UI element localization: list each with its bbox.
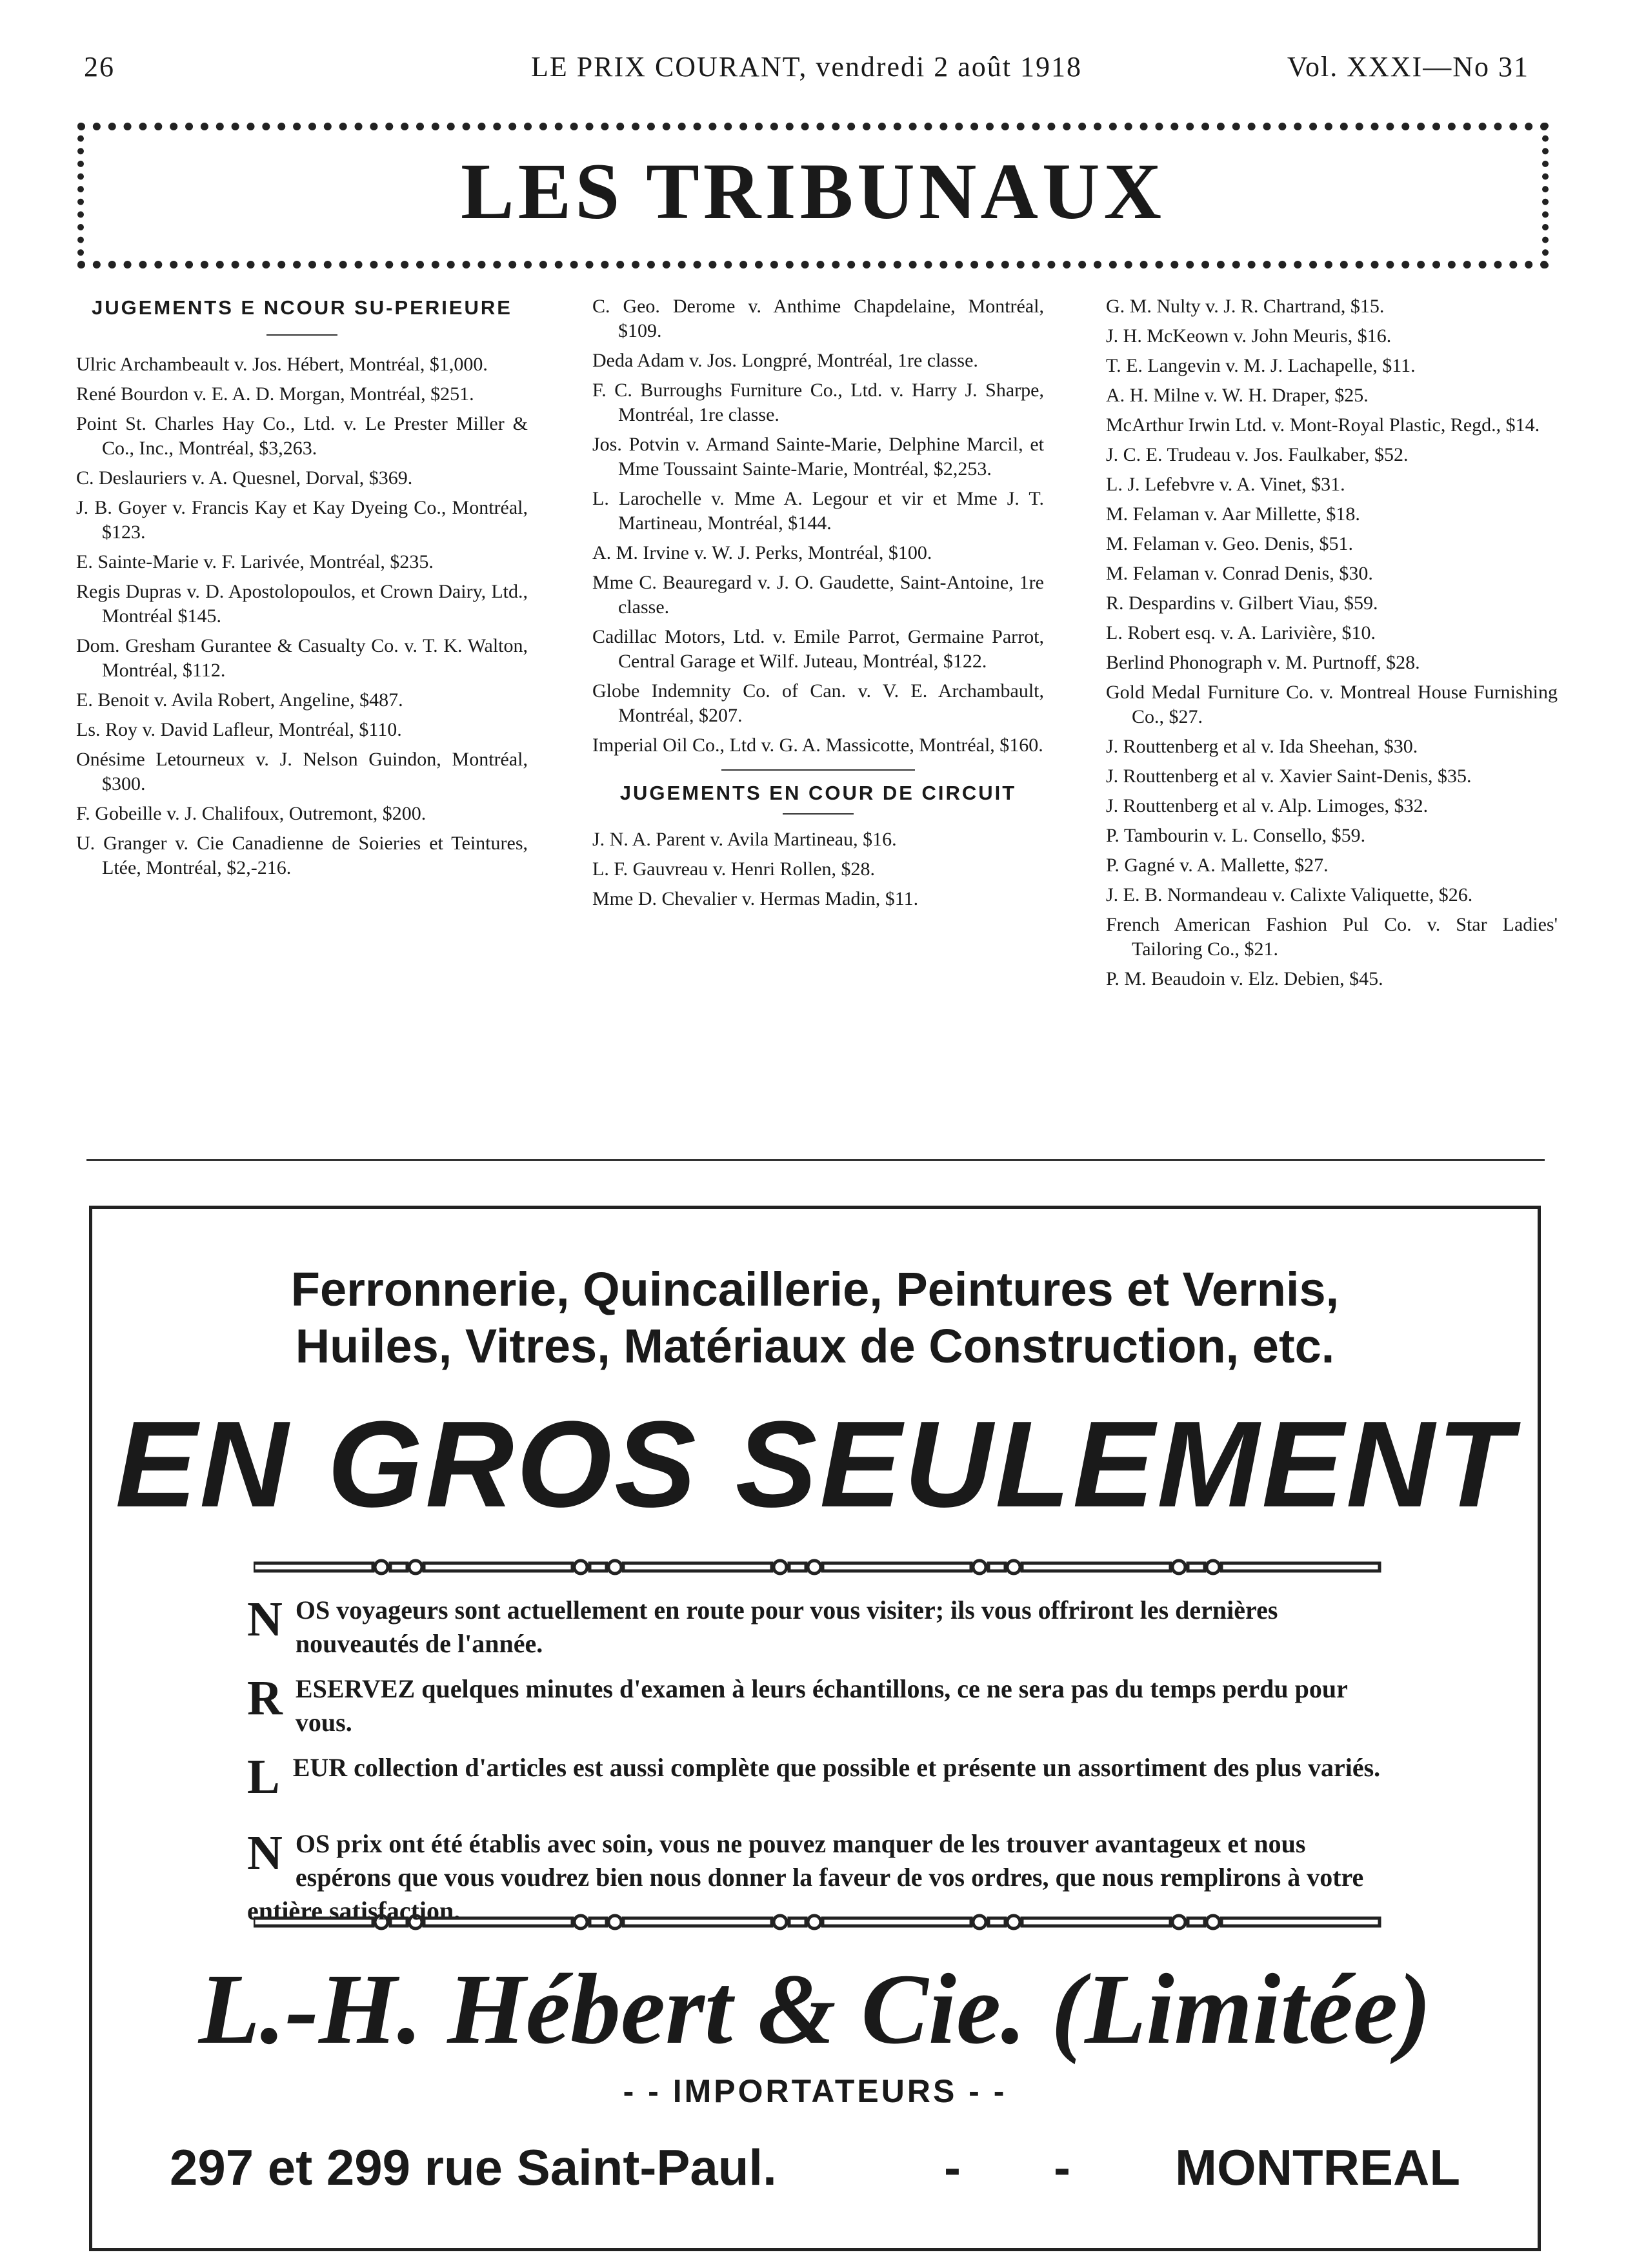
section-title: LES TRIBUNAUX <box>460 147 1166 236</box>
judgment-entry: Point St. Charles Hay Co., Ltd. v. Le Prester Miller & Co., Inc., Montréal, $3,263. <box>76 413 528 459</box>
ad-products-line-2: Huiles, Vitres, Matériaux de Construction, etc. <box>295 1319 1335 1373</box>
judgment-entry: P. Gagné v. A. Mallette, $27. <box>1106 855 1329 876</box>
judgment-entry: T. E. Langevin v. M. J. Lachapelle, $11. <box>1106 355 1416 376</box>
judgment-entry: L. Larochelle v. Mme A. Legour et vir et Mme J. T. Martineau, Montréal, $144. <box>592 488 1044 534</box>
judgment-entry: P. Tambourin v. L. Consello, $59. <box>1106 825 1366 846</box>
volume-number: Vol. XXXI—No 31 <box>1287 51 1529 83</box>
judgment-entry: M. Felaman v. Conrad Denis, $30. <box>1106 563 1373 584</box>
section-rule <box>721 769 915 771</box>
superior-court-heading: JUGEMENTS E NCOUR SU-PERIEURE <box>92 296 512 319</box>
judgment-entry: J. H. McKeown v. John Meuris, $16. <box>1106 325 1392 347</box>
circuit-court-heading: JUGEMENTS EN COUR DE CIRCUIT <box>619 782 1017 804</box>
judgment-entry: L. J. Lefebvre v. A. Vinet, $31. <box>1106 474 1345 495</box>
advertisement <box>89 1206 1541 2251</box>
judgment-entry: Cadillac Motors, Ltd. v. Emile Parrot, Germaine Parrot, Central Garage et Wilf. Juteau, Montréal, $122. <box>592 626 1044 672</box>
judgment-entry: C. Deslauriers v. A. Quesnel, Dorval, $369. <box>76 467 413 489</box>
judgment-entry: Gold Medal Furniture Co. v. Montreal House Furnishing Co., $27. <box>1106 682 1558 727</box>
judgment-entry: J. C. E. Trudeau v. Jos. Faulkaber, $52. <box>1106 444 1409 465</box>
judgment-list <box>76 352 528 880</box>
paragraph-text: OS prix ont été établis avec soin, vous ne pouvez manquer de les trouver avantageux et nous espérons que vous voudrez bien nous donner la faveur de vos ordres, que nous remplirons à votre entière satisfaction. <box>247 1829 1364 1925</box>
judgment-entry: M. Felaman v. Aar Millette, $18. <box>1106 503 1360 525</box>
judgment-entry: Imperial Oil Co., Ltd v. G. A. Massicotte, Montréal, $160. <box>592 734 1043 756</box>
judgment-entry: A. M. Irvine v. W. J. Perks, Montréal, $100. <box>592 542 932 563</box>
ad-headline: EN GROS SEULEMENT <box>115 1396 1515 1533</box>
judgment-entry: J. B. Goyer v. Francis Kay et Kay Dyeing Co., Montréal, $123. <box>76 497 528 543</box>
judgment-entry: F. Gobeille v. J. Chalifoux, Outremont, $200. <box>76 803 427 824</box>
address-dash: - <box>944 2139 961 2196</box>
judgment-list <box>592 294 1044 758</box>
section-title-box <box>77 123 1549 268</box>
judgment-entry: Berlind Phonograph v. M. Purtnoff, $28. <box>1106 652 1420 673</box>
judgment-entry: Globe Indemnity Co. of Can. v. V. E. Archambault, Montréal, $207. <box>592 680 1044 726</box>
ad-paragraph-2 <box>247 1672 1389 1739</box>
column-2 <box>592 294 1044 916</box>
ad-products-line-1: Ferronnerie, Quincaillerie, Peintures et Vernis, <box>290 1262 1340 1316</box>
judgment-entry: J. Routtenberg et al v. Alp. Limoges, $32. <box>1106 795 1429 816</box>
judgment-entry: Ulric Archambeault v. Jos. Hébert, Montréal, $1,000. <box>76 354 488 375</box>
drop-initial: N <box>247 1826 283 1880</box>
judgment-entry: Regis Dupras v. D. Apostolopoulos, et Crown Dairy, Ltd., Montréal $145. <box>76 581 528 627</box>
judgment-entry: Mme C. Beauregard v. J. O. Gaudette, Saint-Antoine, 1re classe. <box>592 572 1044 618</box>
judgment-entry: L. F. Gauvreau v. Henri Rollen, $28. <box>592 858 876 880</box>
judgment-entry: R. Despardins v. Gilbert Viau, $59. <box>1106 592 1378 614</box>
company-address <box>170 2132 1460 2203</box>
judgment-entry: McArthur Irwin Ltd. v. Mont-Royal Plastic, Regd., $14. <box>1106 414 1540 436</box>
court-judgments <box>76 294 1558 1153</box>
judgment-list <box>592 827 1044 911</box>
judgment-entry: Dom. Gresham Gurantee & Casualty Co. v. T. K. Walton, Montréal, $112. <box>76 635 528 681</box>
judgment-entry: A. H. Milne v. W. H. Draper, $25. <box>1106 385 1369 406</box>
heading-rule <box>783 813 854 815</box>
ornamental-rule <box>254 1557 1383 1577</box>
judgment-entry: J. N. A. Parent v. Avila Martineau, $16. <box>592 829 897 850</box>
section-divider <box>86 1159 1545 1161</box>
judgment-entry: P. M. Beaudoin v. Elz. Debien, $45. <box>1106 968 1383 989</box>
paragraph-text: EUR collection d'articles est aussi complète que possible et présente un assortiment des plus variés. <box>292 1753 1381 1782</box>
paragraph-text: ESERVEZ quelques minutes d'examen à leurs échantillons, ce ne sera pas du temps perdu pour vous. <box>295 1674 1348 1737</box>
judgment-list <box>1106 294 1558 991</box>
judgment-entry: G. M. Nulty v. J. R. Chartrand, $15. <box>1106 296 1385 317</box>
judgment-entry: L. Robert esq. v. A. Larivière, $10. <box>1106 622 1376 643</box>
address-street: 297 et 299 rue Saint-Paul. <box>170 2139 777 2196</box>
judgment-entry: Deda Adam v. Jos. Longpré, Montréal, 1re classe. <box>592 350 978 371</box>
address-city: MONTREAL <box>1175 2139 1460 2196</box>
ad-paragraph-3 <box>247 1750 1389 1804</box>
judgment-entry: E. Benoit v. Avila Robert, Angeline, $487. <box>76 689 403 711</box>
column-1 <box>76 294 528 886</box>
judgment-entry: Ls. Roy v. David Lafleur, Montréal, $110. <box>76 719 402 740</box>
drop-initial: L <box>247 1750 280 1804</box>
judgment-entry: J. E. B. Normandeau v. Calixte Valiquette, $26. <box>1106 884 1473 906</box>
journal-title-date: LE PRIX COURANT, vendredi 2 août 1918 <box>530 51 1083 83</box>
address-dash: - <box>1054 2139 1070 2196</box>
judgment-entry: French American Fashion Pul Co. v. Star Ladies' Tailoring Co., $21. <box>1106 914 1558 960</box>
judgment-entry: Mme D. Chevalier v. Hermas Madin, $11. <box>592 888 919 909</box>
judgment-entry: Jos. Potvin v. Armand Sainte-Marie, Delphine Marcil, et Mme Toussaint Sainte-Marie, Montréal, $2,253. <box>592 434 1044 480</box>
ornamental-rule <box>254 1912 1383 1932</box>
importers-line: - - IMPORTATEURS - - <box>623 2073 1007 2109</box>
judgment-entry: C. Geo. Derome v. Anthime Chapdelaine, Montréal, $109. <box>592 296 1044 341</box>
judgment-entry: M. Felaman v. Geo. Denis, $51. <box>1106 533 1353 554</box>
judgment-entry: Onésime Letourneux v. J. Nelson Guindon, Montréal, $300. <box>76 749 528 795</box>
judgment-entry: U. Granger v. Cie Canadienne de Soieries et Teintures, Ltée, Montréal, $2,-216. <box>76 833 528 878</box>
company-name: L.-H. Hébert & Cie. (Limitée) <box>198 1953 1432 2065</box>
judgment-entry: René Bourdon v. E. A. D. Morgan, Montréal, $251. <box>76 383 474 405</box>
judgment-entry: F. C. Burroughs Furniture Co., Ltd. v. Harry J. Sharpe, Montréal, 1re classe. <box>592 380 1044 425</box>
ad-paragraph-1 <box>247 1594 1389 1661</box>
column-3 <box>1106 294 1558 997</box>
heading-rule <box>266 334 337 336</box>
drop-initial: N <box>247 1592 283 1646</box>
judgment-entry: J. Routtenberg et al v. Xavier Saint-Denis, $35. <box>1106 765 1472 787</box>
page-number: 26 <box>84 51 115 83</box>
paragraph-text: OS voyageurs sont actuellement en route pour vous visiter; ils vous offriront les dernières nouveautés de l'année. <box>295 1595 1278 1658</box>
running-head <box>84 50 1529 89</box>
judgment-entry: J. Routtenberg et al v. Ida Sheehan, $30. <box>1106 736 1418 757</box>
drop-initial: R <box>247 1671 283 1725</box>
judgment-entry: E. Sainte-Marie v. F. Larivée, Montréal, $235. <box>76 551 434 572</box>
